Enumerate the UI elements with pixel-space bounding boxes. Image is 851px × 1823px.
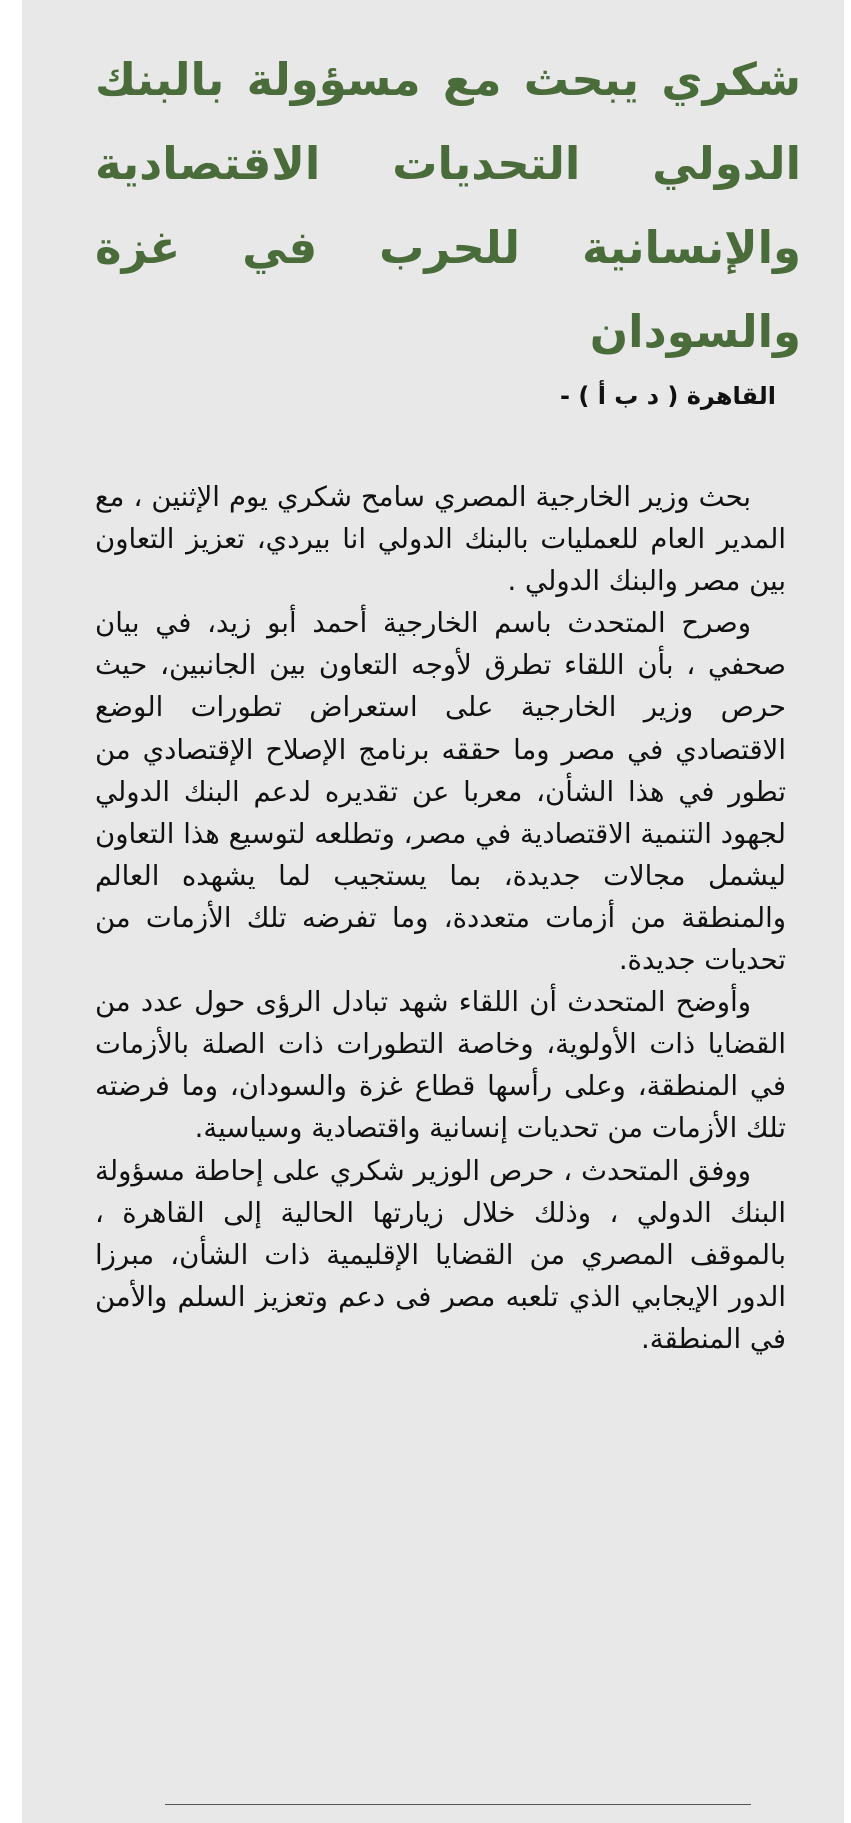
article-dateline: القاهرة ( د ب أ ) -	[560, 382, 776, 410]
headline-line-3: والإنسانية للحرب في غزة والسودان	[95, 221, 801, 358]
paragraph-3: وأوضح المتحدث أن اللقاء شهد تبادل الرؤى حول عدد من القضايا ذات الأولوية، وخاصة التطورات ذات الصلة بالأزمات في المنطقة، وعلى رأسها قطاع غزة والسودان، وما فرضته تلك الأزمات من تحديات إنسانية واقتصادية وسياسية.	[95, 986, 786, 1145]
headline-line-2: الدولي التحديات الاقتصادية	[95, 137, 801, 190]
headline-line-1: شكري يبحث مع مسؤولة بالبنك	[95, 53, 801, 106]
article-headline	[95, 38, 801, 374]
article-body	[95, 476, 786, 1360]
bottom-divider	[165, 1804, 751, 1805]
paragraph-2: وصرح المتحدث باسم الخارجية أحمد أبو زيد، في بيان صحفي ، بأن اللقاء تطرق لأوجه التعاون بين الجانبين، حيث حرص وزير الخارجية على استعراض تطورات الوضع الاقتصادي في مصر وما حققه برنامج الإصلاح الإقتصادي من تطور في هذا الشأن، معربا عن تقديره لدعم البنك الدولي لجهود التنمية الاقتصادية في مصر، وتطلعه لتوسيع هذا التعاون ليشمل مجالات جديدة، بما يستجيب لما يشهده العالم والمنطقة من أزمات متعددة، وما تفرضه تلك الأزمات من تحديات جديدة.	[95, 607, 786, 977]
paragraph-4: ووفق المتحدث ، حرص الوزير شكري على إحاطة مسؤولة البنك الدولي ، وذلك خلال زيارتها الحالية إلى القاهرة ، بالموقف المصري من القضايا الإقليمية ذات الشأن، مبرزا الدور الإيجابي الذي تلعبه مصر فى دعم وتعزيز السلم والأمن في المنطقة.	[95, 1154, 786, 1355]
paragraph-1: بحث وزير الخارجية المصري سامح شكري يوم الإثنين ، مع المدير العام للعمليات بالبنك الدولي انا بيردي، تعزيز التعاون بين مصر والبنك الدولي .	[95, 481, 786, 598]
